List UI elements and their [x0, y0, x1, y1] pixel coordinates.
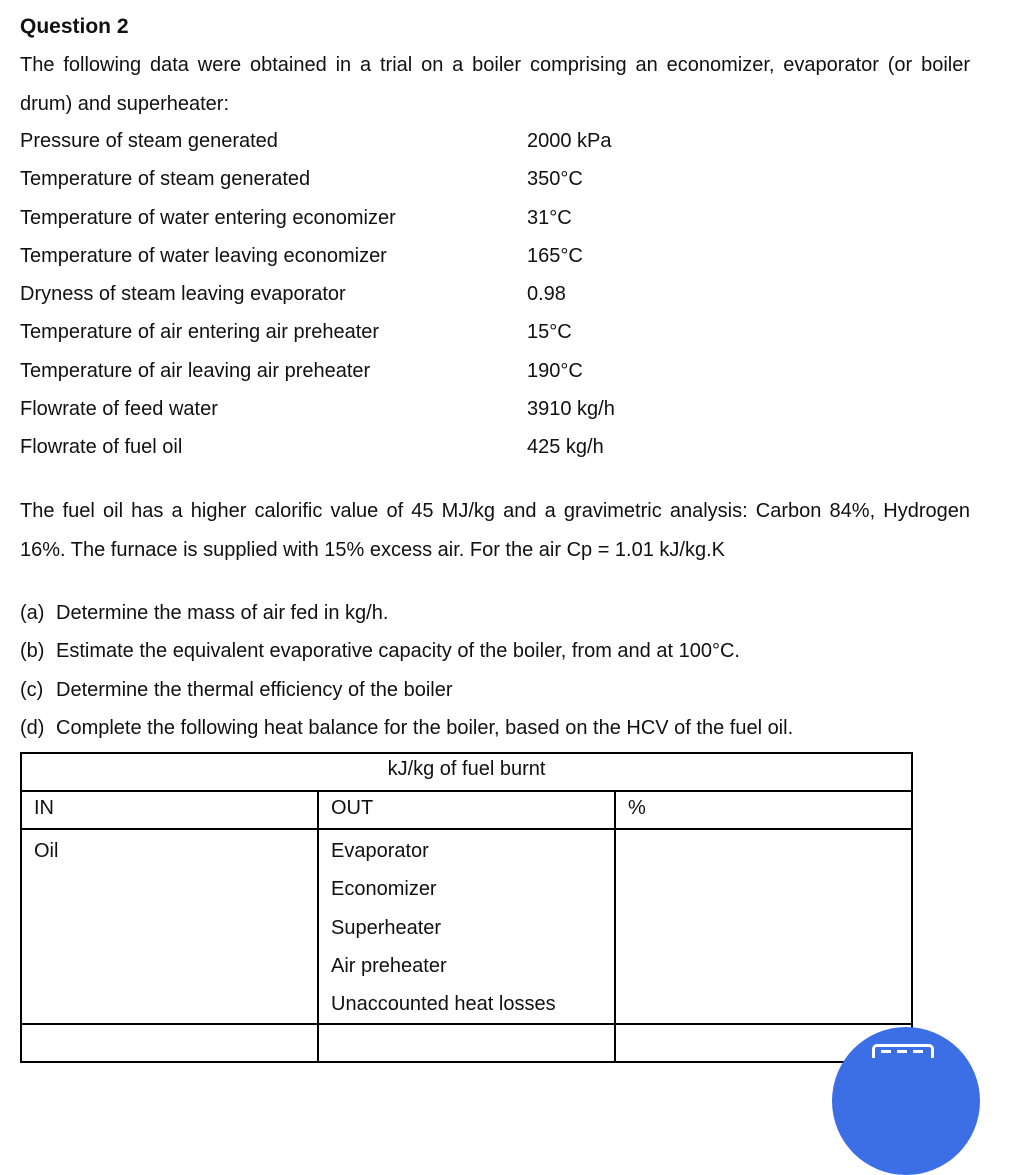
question-parts — [20, 594, 980, 747]
data-value: 190°C — [527, 359, 583, 382]
part-text: Determine the thermal efficiency of the boiler — [56, 678, 453, 701]
part-c — [20, 671, 980, 709]
question-heading: Question 2 — [20, 15, 129, 38]
data-value: 31°C — [527, 206, 572, 229]
data-row-air-out-temperature — [20, 352, 720, 390]
percent-cell[interactable] — [615, 829, 912, 1024]
data-value: 3910 kg/h — [527, 398, 615, 421]
data-label: Temperature of water entering economizer — [20, 206, 396, 229]
data-label: Dryness of steam leaving evaporator — [20, 283, 346, 306]
data-label: Temperature of air entering air preheater — [20, 321, 380, 344]
data-label: Temperature of steam generated — [20, 168, 311, 191]
data-value: 2000 kPa — [527, 130, 612, 152]
header-out: OUT — [318, 791, 615, 829]
data-value: 165°C — [527, 244, 583, 267]
header-percent: % — [615, 791, 912, 829]
data-row-steam-temperature — [20, 160, 720, 198]
part-text: Complete the following heat balance for the boiler, based on the HCV of the fuel oil. — [56, 716, 794, 739]
part-text: Determine the mass of air fed in kg/h. — [56, 602, 389, 624]
data-label: Temperature of air leaving air preheater — [20, 359, 371, 382]
total-out-cell[interactable] — [318, 1024, 615, 1062]
header-in: IN — [21, 791, 318, 829]
intro-paragraph: The following data were obtained in a trial on a boiler comprising an economizer, evaporator (or boiler drum) and superheater: — [20, 54, 970, 115]
data-row-fuel-flow — [20, 428, 720, 466]
out-item-unaccounted: Unaccounted heat losses — [331, 993, 556, 1016]
out-item-economizer: Economizer — [331, 878, 437, 901]
total-in-cell[interactable] — [21, 1024, 318, 1062]
data-row-air-in-temperature — [20, 313, 720, 351]
data-value: 425 kg/h — [527, 436, 604, 459]
part-b — [20, 632, 980, 670]
keyboard-icon — [872, 1044, 934, 1058]
in-cell[interactable] — [21, 829, 318, 1024]
heat-balance-table — [20, 752, 913, 1063]
part-tag: (c) — [20, 678, 44, 701]
part-a — [20, 594, 980, 632]
part-tag: (a) — [20, 602, 45, 624]
data-label: Temperature of water leaving economizer — [20, 244, 387, 267]
table-caption-row — [21, 753, 912, 791]
table-body-row — [21, 829, 912, 1024]
part-tag: (d) — [20, 716, 45, 739]
data-label: Pressure of steam generated — [20, 130, 278, 152]
keyboard-fab-button[interactable] — [832, 1027, 980, 1175]
part-tag: (b) — [20, 640, 45, 663]
data-value: 350°C — [527, 168, 583, 191]
table-caption: kJ/kg of fuel burnt — [21, 753, 912, 791]
data-row-pressure — [20, 122, 720, 160]
data-row-dryness — [20, 275, 720, 313]
data-value: 0.98 — [527, 283, 566, 306]
out-item-evaporator: Evaporator — [331, 840, 429, 862]
data-row-feed-water-flow — [20, 390, 720, 428]
data-row-water-in-temperature — [20, 199, 720, 237]
part-text: Estimate the equivalent evaporative capacity of the boiler, from and at 100°C. — [56, 640, 740, 663]
table-total-row — [21, 1024, 912, 1062]
out-item-air-preheater: Air preheater — [331, 954, 447, 977]
data-value: 15°C — [527, 321, 572, 344]
fuel-paragraph: The fuel oil has a higher calorific value of 45 MJ/kg and a gravimetric analysis: Carbon 84%, Hydrogen 16%. The furnace is supplied with 15% excess air. For the air Cp = 1.01 kJ/kg.K — [20, 500, 970, 561]
table-header-row — [21, 791, 912, 829]
data-label: Flowrate of fuel oil — [20, 436, 183, 459]
data-row-water-out-temperature — [20, 237, 720, 275]
out-cell[interactable] — [318, 829, 615, 1024]
in-item: Oil — [34, 840, 59, 862]
trial-data-list — [20, 122, 720, 467]
data-label: Flowrate of feed water — [20, 398, 218, 421]
out-item-superheater: Superheater — [331, 916, 442, 939]
part-d — [20, 709, 980, 747]
